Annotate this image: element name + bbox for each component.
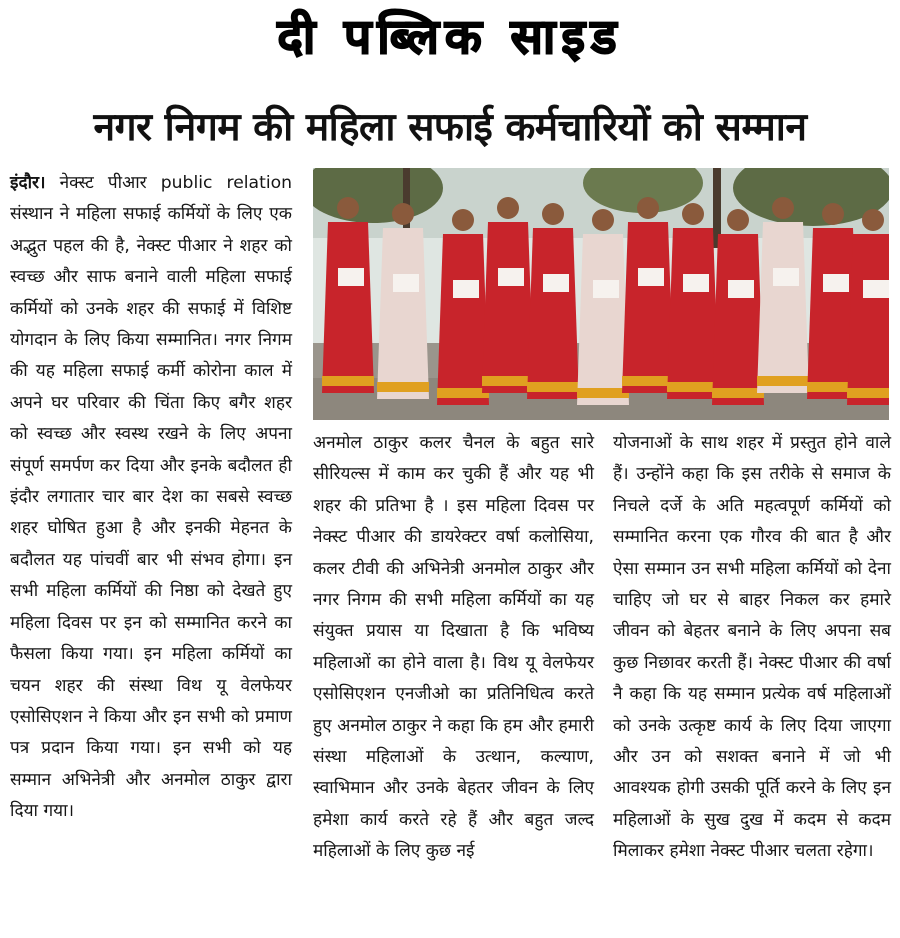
newspaper-masthead: दी पब्लिक साइड [277, 9, 623, 65]
person-figure [622, 197, 674, 393]
person-figure [437, 209, 489, 405]
article-column-2: अनमोल ठाकुर कलर चैनल के बहुत सारे सीरियल्स में काम कर चुकी हैं और यह भी शहर की प्रतिभा है । इस महिला दिवस पर नेक्स्ट पीआर की डायरेक्टर वर्षा कलोसिया, कलर टीवी की अभिनेत्री अनमोल ठाकुर और नगर निगम की सभी महिला कर्मियों का यह संयुक्त प्रयास या दिखाता है कि भविष्य महिलाओं का होने वाला है। विथ यू वेलफेयर एसोसिएशन एनजीओ का प्रतिनिधित्व करते हुए अनमोल ठाकुर ने कहा कि हम और हमारी संस्था महिलाओं के उत्थान, कल्याण, स्वाभिमान और उनके बेहतर जीवन के लिए हमेशा कार्य करते रहे हैं और बहुत जल्द महिलाओं के लिए कुछ नई [313, 433, 594, 862]
article-dateline: इंदौर। [10, 173, 46, 193]
person-figure [482, 197, 534, 393]
person-figure [712, 209, 764, 405]
person-figure [527, 203, 579, 399]
person-figure [757, 197, 809, 393]
person-figure [667, 203, 719, 399]
column-1-text: नेक्स्ट पीआर public relation संस्थान ने महिला सफाई कर्मियों के लिए एक अद्भुत पहल की है, नेक्स्ट पीआर ने शहर को स्वच्छ और साफ बनाने वाली महिला सफाई कर्मियों को उनके शहर की सफाई में विशिष्ट योगदान के लिए किया सम्मानित। नगर निगम की यह महिला सफाई कर्मी कोरोना काल में अपने घर परिवार की चिंता किए बगैर शहर को स्वच्छ और स्वस्थ रखने के लिए अपना संपूर्ण समर्पण कर दिया और इनके बदौलत ही इंदौर लगातार चार बार देश का सबसे स्वच्छ शहर घोषित हुआ है और इनकी मेहनत के बदौलत यह पांचवीं बार भी संभव होगा। इन सभी महिला कर्मियों की निष्ठा को देखते हुए महिला दिवस पर इन को सम्मानित करने का फैसला किया गया। इन महिला कर्मियों का चयन शहर की संस्था विथ यू वेलफेयर एसोसिएशन ने किया और इन सभी को प्रमाण पत्र प्रदान किया गया। इन सभी को यह सम्मान अभिनेत्री और अनमोल ठाकुर द्वारा दिया गया। [10, 173, 293, 822]
article-column-3: योजनाओं के साथ शहर में प्रस्तुत होने वाले हैं। उन्होंने कहा कि इस तरीके से समाज के निचले दर्जे के अति महत्वपूर्ण कर्मियों को सम्मानित करना एक गौरव की बात है और ऐसा सम्मान उन सभी महिला कर्मियों को देना चाहिए जो घर से बाहर निकल कर हमारे जीवन को बेहतर बनाने के लिए अपना सब कुछ निछावर करती हैं। नेक्स्ट पीआर की वर्षा नै कहा कि यह सम्मान प्रत्येक वर्ष महिलाओं को उनके उत्कृष्ट कार्य के लिए दिया जाएगा और उन को सशक्त बनाने में जो भी आवश्यक होगी उसकी पूर्ति करने के लिए इन महिलाओं के सुख दुख में कदम से कदम मिलाकर हमेशा नेक्स्ट पीआर चलता रहेगा। [613, 433, 891, 862]
person-figure [577, 209, 629, 405]
article-column-1 [10, 168, 292, 938]
person-figure [847, 209, 889, 405]
article-headline: नगर निगम की महिला सफाई कर्मचारियों को सम्मान [93, 105, 807, 150]
group-photo [313, 168, 889, 420]
group-photo-icon [313, 168, 889, 420]
person-figure [322, 197, 374, 393]
person-figure [377, 203, 429, 399]
